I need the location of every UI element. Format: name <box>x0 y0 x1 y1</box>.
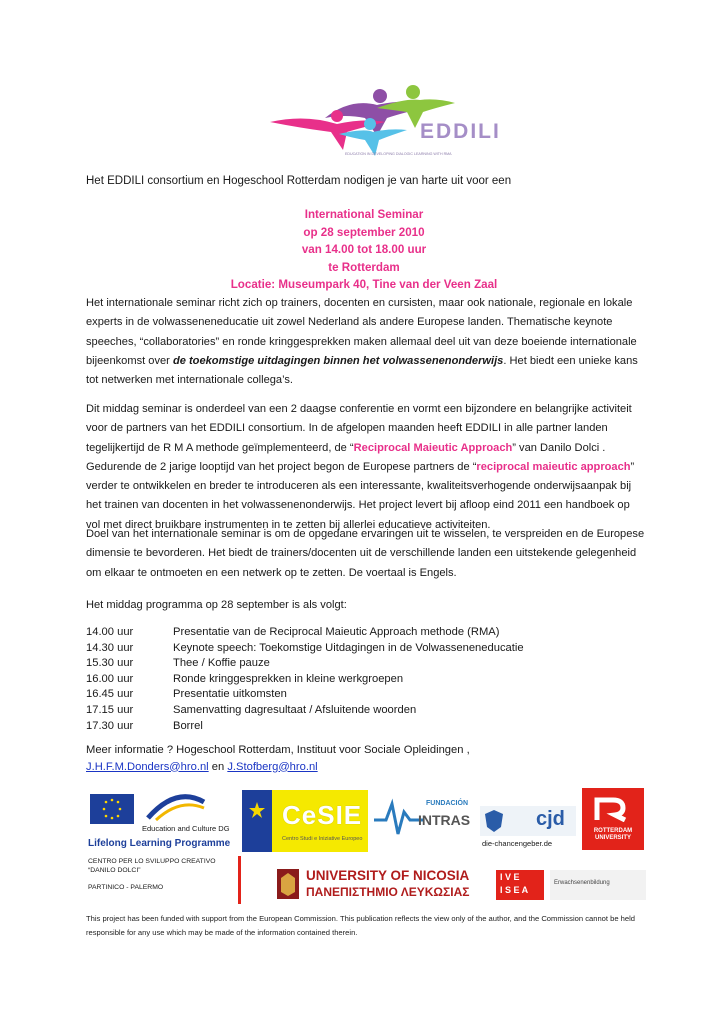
university-of-nicosia-logo: UNIVERSITY OF NICOSIA ΠΑΝΕΠΙΣΤΗΜΙΟ ΛΕΥΚΩΣΙΑΣ <box>276 866 486 904</box>
eu-disclaimer: This project has been funded with support from the European Commission. This publication reflects the view only of the author, and the Commission cannot be held responsible for any use which may be made of the information contained therein. <box>86 914 636 937</box>
star-banner-icon <box>242 790 272 852</box>
intras-logo: FUNDACIÓN INTRAS <box>374 790 474 852</box>
email-link-stofberg[interactable]: J.Stofberg@hro.nl <box>227 760 318 773</box>
event-title: International Seminar <box>304 208 424 221</box>
paragraph-2: Dit middag seminar is onderdeel van een 2 daagse conferentie en vormt een bijzondere en belangrijke activiteit voor de partners van het EDDILI consortium. In de afgelopen maanden heeft EDDILI in alle partner landen tegelijkertijd de R M A methode geïmplementeerd, de “Reciprocal Maieutic Approach” van Danilo Dolci . Gedurende de 2 jarige looptijd van het project begon de Europese partners de “reciprocal maieutic approach” verder te ontwikkelen en breder te introduceren als een interessante, kwaliteitsverhogende onderwijsaanpak bij het trainen van docenten in het volwassenenonderwijs. Het project levert bij afloop eind 2011 een handboek op vol met direct bruikbare instrumenten in te zetten bij allerlei educatieve activiteiten. <box>86 403 635 531</box>
schedule-row: 16.45 uur Presentatie uitkomsten <box>86 688 287 701</box>
cjd-logo: cjd die-chancengeber.de <box>480 806 576 852</box>
ive-isea-logo: I V E I S E A Erwachsenenbildung <box>496 870 646 900</box>
cesie-logo: CeSIE Centro Studi e Iniziative Europeo <box>242 790 368 852</box>
swoosh-icon <box>146 792 206 822</box>
schedule-row: 14.00 uur Presentatie van de Reciprocal Maieutic Approach methode (RMA) <box>86 626 500 638</box>
contact-info: Meer informatie ? Hogeschool Rotterdam, Instituut voor Sociale Opleidingen , J.H.F.M.Donders@hro.nl en J.Stofberg@hro.nl <box>86 744 470 773</box>
schedule-row: 17.30 uur Borrel <box>86 719 203 732</box>
event-time: van 14.00 tot 18.00 uur <box>301 243 427 257</box>
eu-llp-logo: Education and Culture DG Lifelong Learning Programme <box>86 790 236 852</box>
emphasis-text: de toekomstige uitdagingen binnen het volwassenenonderwijs <box>172 354 504 367</box>
shield-icon <box>484 809 504 833</box>
schedule-row: 16.00 uur Ronde kringgesprekken in kleine werkgroepen <box>86 672 404 685</box>
schedule-list <box>86 625 524 734</box>
paragraph-1: Het internationale seminar richt zich op trainers, docenten en cursisten, maar ook nationale, regionale en lokale experts in de volwasseneneducatie uit zowel Nederland als andere Europese landen. Thematische keynote speeches, “collaboratories” en ronde kringgesprekken maken allemaal deel uit van deze boeiende internationale bijeenkomst over de toekomstige uitdagingen binnen het volwassenenonderwijs. Het biedt een unieke kans tot netwerken met internationale collega’s. <box>86 297 638 387</box>
heartbeat-icon <box>374 798 424 838</box>
danilo-dolci-logo: CENTRO PER LO SVILUPPO CREATIVO “DANILO DOLCI” PARTINICO - PALERMO <box>86 856 241 904</box>
programme-intro: Het middag programma op 28 september is als volgt: <box>86 599 347 611</box>
r-mark-icon <box>593 796 633 822</box>
event-block <box>86 206 642 294</box>
intro-text: Het EDDILI consortium en Hogeschool Rotterdam nodigen je van harte uit voor een <box>86 175 512 187</box>
schedule-row: 17.15 uur Samenvatting dagresultaat / Afsluitende woorden <box>86 703 417 716</box>
eu-flag-icon <box>90 794 134 824</box>
eddili-logo <box>265 78 455 160</box>
partner-logos <box>86 786 646 906</box>
eddili-wordmark: EDDILI <box>420 120 501 143</box>
paragraph-3: Doel van het internationale seminar is om de opgedane ervaringen uit te wisselen, te verspreiden en de Europese dimensie te bevorderen. Het biedt de trainers/docenten uit de verschillende landen een uitstekende gelegenheid om elkaar te ontmoeten en een netwerk op te zetten. De voertaal is Engels. <box>86 528 645 579</box>
rma-highlight-1: Reciprocal Maieutic Approach <box>353 441 513 454</box>
email-link-donders[interactable]: J.H.F.M.Donders@hro.nl <box>86 760 209 773</box>
crest-icon <box>276 868 300 900</box>
eddili-tagline: EDUCATION IN DEVELOPING DIALOGIC LEARNING WITH RMA <box>345 152 452 156</box>
schedule-row: 14.30 uur Keynote speech: Toekomstige Uitdagingen in de Volwasseneneducatie <box>86 641 524 654</box>
event-city: te Rotterdam <box>328 260 400 274</box>
rotterdam-university-logo: ROTTERDAM UNIVERSITY <box>582 788 644 850</box>
rma-highlight-2: reciprocal maieutic approach <box>476 460 631 473</box>
event-date: op 28 september 2010 <box>303 225 425 239</box>
schedule-row: 15.30 uur Thee / Koffie pauze <box>86 657 270 670</box>
event-location: Locatie: Museumpark 40, Tine van der Veen Zaal <box>230 278 498 292</box>
